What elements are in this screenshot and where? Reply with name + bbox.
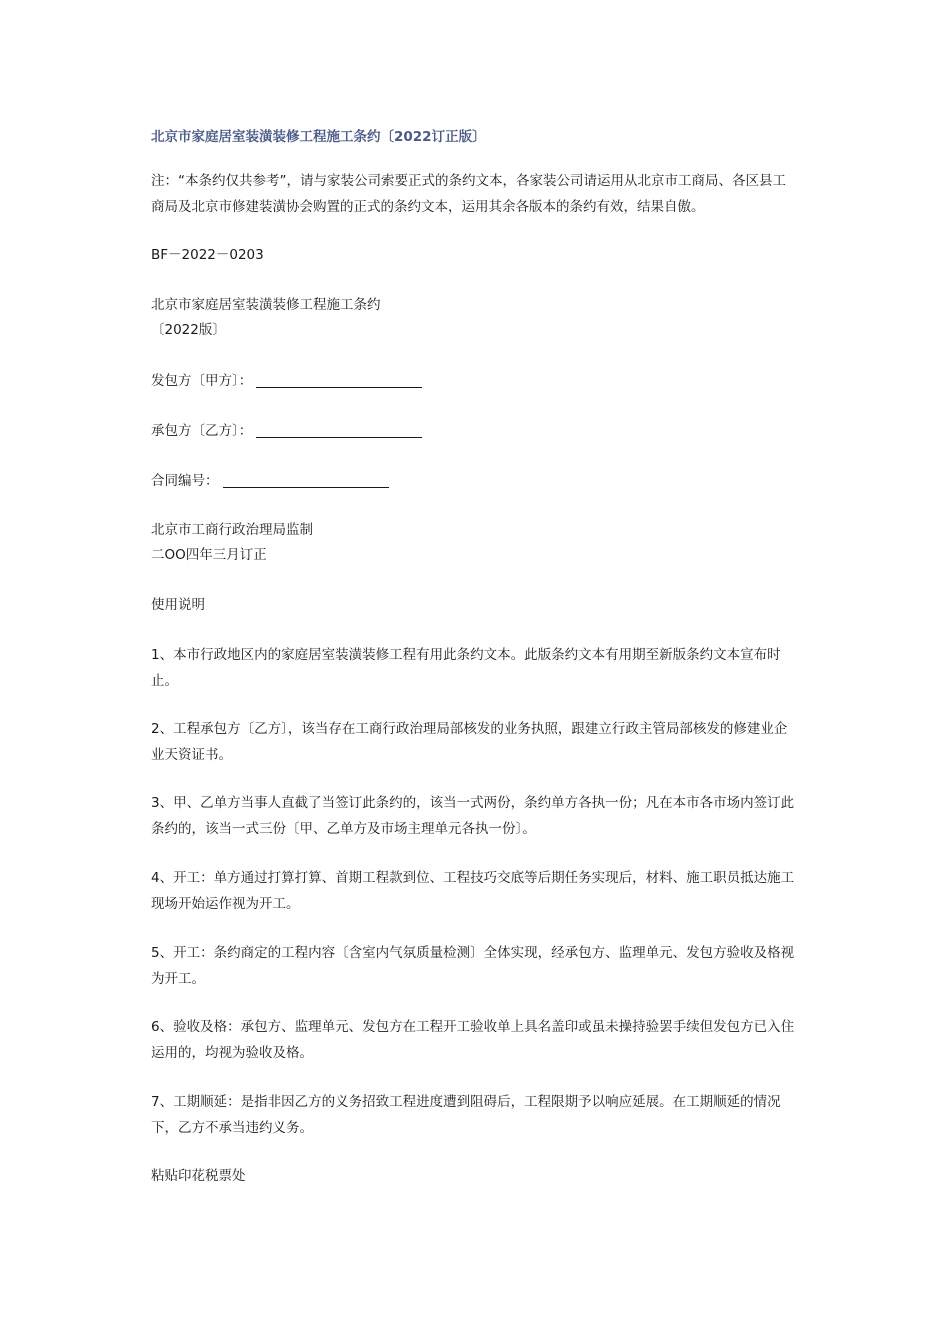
contract-no-label: 合同编号： [151, 473, 219, 489]
usage-item: 5、开工：条约商定的工程内容〔含室内气氛质量检测〕全体实现，经承包方、监理单元、发包方验收及格视为开工。 [151, 945, 795, 987]
party-b-blank [256, 421, 422, 438]
usage-item: 7、工期顺延：是指非因乙方的义务招致工程进度遭到阻碍后，工程限期予以响应延展。在工期顺延的情况下，乙方不承当违约义务。 [151, 1094, 781, 1136]
usage-item: 1、本市行政地区内的家庭居室装潢装修工程有用此条约文本。此版条约文本有用期至新版条约文本宣布时止。 [151, 647, 781, 689]
usage-heading: 使用说明 [151, 597, 205, 613]
supervisor-line: 北京市工商行政治理局监制 [151, 522, 313, 538]
usage-item: 4、开工：单方通过打算打算、首期工程款到位、工程技巧交底等后期任务实现后，材料、施工职员抵达施工现场开始运作视为开工。 [151, 870, 795, 912]
document-code: BF－2022－0203 [151, 247, 264, 263]
usage-item: 2、工程承包方〔乙方〕，该当存在工商行政治理局部核发的业务执照，跟建立行政主管局部核发的修建业企业天资证书。 [151, 721, 788, 763]
note-paragraph: 注：“本条约仅共参考”，请与家装公司索要正式的条约文本，各家装公司请运用从北京市工商局、各区县工商局及北京市修建装潢协会购置的正式的条约文本，运用其余各版本的条约有效，结果自傲。 [151, 173, 786, 215]
usage-item: 6、验收及格：承包方、监理单元、发包方在工程开工验收单上具名盖印或虽未操持验罢手续但发包方已入住运用的，均视为验收及格。 [151, 1019, 795, 1061]
contract-no-row [151, 468, 389, 494]
stamp-label: 粘贴印花税票处 [151, 1168, 246, 1184]
revision-date: 二OO四年三月订正 [151, 547, 267, 563]
contract-no-blank [223, 471, 389, 488]
usage-item: 3、甲、乙单方当事人直截了当签订此条约的，该当一式两份，条约单方各执一份；凡在本市各市场内签订此条约的，该当一式三份〔甲、乙单方及市场主理单元各执一份〕。 [151, 795, 795, 837]
contract-edition: 〔2022版〕 [151, 322, 226, 338]
party-a-blank [256, 371, 422, 388]
party-a-row [151, 368, 422, 394]
party-b-row [151, 418, 422, 444]
contract-title: 北京市家庭居室装潢装修工程施工条约 [151, 297, 381, 313]
document-title: 北京市家庭居室装潢装修工程施工条约〔2022订正版〕 [151, 129, 486, 145]
party-b-label: 承包方〔乙方〕： [151, 423, 253, 439]
party-a-label: 发包方〔甲方〕： [151, 373, 253, 389]
